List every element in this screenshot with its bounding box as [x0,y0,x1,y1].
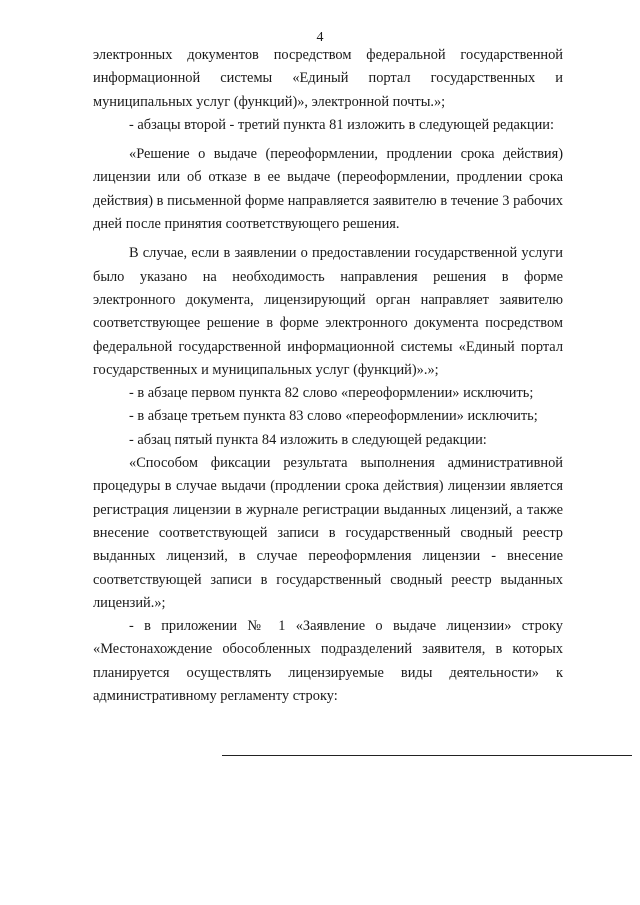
paragraph-appendix-1: - в приложении № 1 «Заявление о выдаче лицензии» строку «Местонахождение обособленных подразделений заявителя, в которых планируется осуществлять лицензируемые виды деятельности» к административному регламенту строку: [93,618,563,705]
paragraph-item-81: - абзацы второй - третий пункта 81 изложить в следующей редакции: [129,116,555,133]
paragraph-item-83: - в абзаце третьем пункта 83 слово «переоформлении» исключить; [129,408,538,425]
paragraph-quote-decision: «Решение о выдаче (переоформлении, продлении срока действия) лицензии или об отказе в ее выдаче (переоформлении, продлении срока действия) в письменной форме направляется заявителю в течение 3 рабочих дней после принятия соответствующего решения. [93,146,563,233]
paragraph-item-84: - абзац пятый пункта 84 изложить в следующей редакции: [129,431,487,448]
paragraph-electronic-case: В случае, если в заявлении о предоставлении государственной услуги было указано на необходимость направления решения в форме электронного документа, лицензирующий орган направляет заявителю соответствующее решение в форме электронного документа посредством федеральной государственной информационной системы «Единый портал государственных и муниципальных услуг (функций)».»; [93,245,563,378]
paragraph-continuation: электронных документов посредством федеральной государственной информационной системы «Единый портал государственных и муниципальных услуг (функций)», электронной почты.»; [93,47,563,110]
page-number: 4 [316,30,324,45]
document-body [93,44,563,708]
paragraph-quote-fixation: «Способом фиксации результата выполнения административной процедуры в случае выдачи (продлении срока действия) лицензии является регистрация лицензии в журнале регистрации выданных лицензий, а также внесение соответствующей записи в государственный сводный реестр выданных лицензий, в случае переоформления лицензии - внесение соответствующей записи в государственный сводный реестр выданных лицензий.»; [93,455,563,611]
footer-rule [222,755,632,756]
paragraph-item-82: - в абзаце первом пункта 82 слово «переоформлении» исключить; [129,385,534,402]
